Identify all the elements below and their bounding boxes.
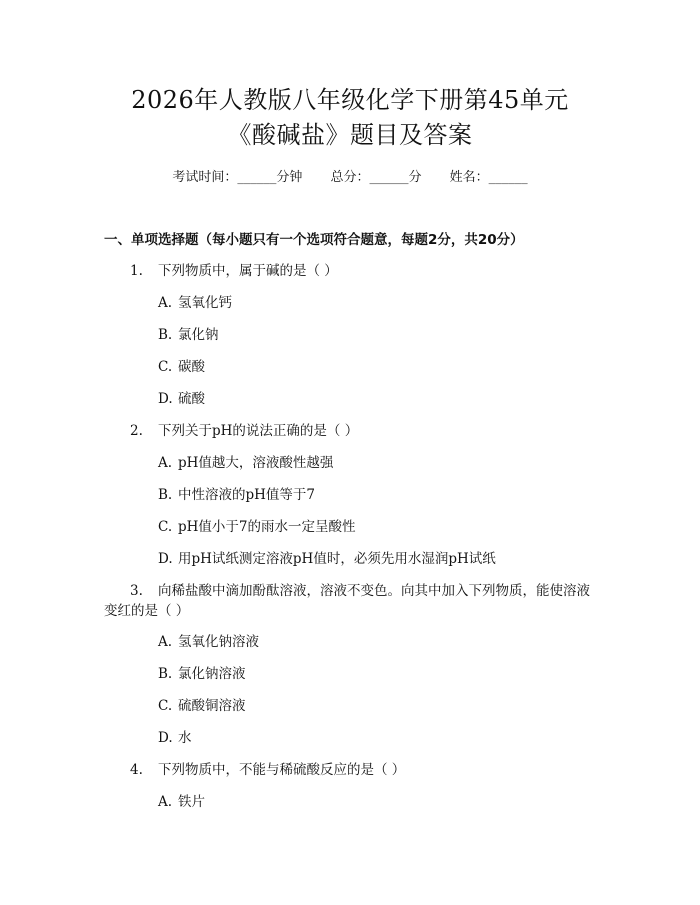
option-text: 用pH试纸测定溶液pH值时，必须先用水湿润pH试纸 (178, 551, 496, 567)
question-3-option-d (158, 728, 192, 748)
option-text: 铁片 (178, 794, 205, 810)
option-text: 碳酸 (178, 359, 205, 375)
question-number: 3. (130, 583, 143, 599)
question-1-option-d (158, 389, 205, 409)
option-letter: D. (158, 730, 173, 746)
option-letter: D. (158, 391, 173, 407)
option-letter: A. (158, 794, 173, 810)
exam-time-unit: 分钟 (276, 170, 303, 185)
option-letter: A. (158, 295, 173, 311)
question-number: 1. (130, 263, 143, 279)
question-2-option-a (158, 453, 333, 473)
exam-score-blank: ______ (369, 170, 409, 185)
page-title-line2: 《酸碱盐》题目及答案 (227, 121, 473, 149)
option-text: pH值越大，溶液酸性越强 (178, 455, 334, 471)
question-4-option-a (158, 792, 205, 812)
question-1 (130, 261, 338, 281)
exam-time (172, 170, 302, 185)
question-3-option-a (158, 632, 259, 652)
exam-time-label: 考试时间： (172, 170, 238, 185)
question-1-option-a (158, 293, 232, 313)
option-letter: C. (158, 519, 173, 535)
option-letter: A. (158, 634, 173, 650)
question-stem: 向稀盐酸中滴加酚酞溶液，溶液不变色。向其中加入下列物质，能使溶液 (158, 583, 590, 599)
option-letter: D. (158, 551, 173, 567)
option-text: 氯化钠溶液 (178, 666, 246, 682)
question-3-stem-continued: 变红的是（ ） (104, 603, 190, 619)
option-text: 氢氧化钠溶液 (178, 634, 259, 650)
exam-name (450, 170, 528, 185)
page-title-line1: 2026年人教版八年级化学下册第45单元 (131, 86, 569, 114)
option-text: 硫酸 (178, 391, 205, 407)
question-2 (130, 421, 358, 441)
question-2-option-b (158, 485, 315, 505)
option-text: pH值小于7的雨水一定呈酸性 (178, 519, 356, 535)
option-letter: C. (158, 698, 173, 714)
option-letter: C. (158, 359, 173, 375)
exam-name-label: 姓名： (449, 170, 489, 185)
question-number: 4. (130, 762, 143, 778)
question-stem: 下列关于pH的说法正确的是（ ） (158, 423, 359, 439)
option-text: 中性溶液的pH值等于7 (178, 487, 316, 503)
section-heading: 一、单项选择题（每小题只有一个选项符合题意，每题2分，共20分） (104, 232, 524, 248)
question-3-option-b (158, 664, 246, 684)
exam-score-unit: 分 (408, 170, 422, 185)
option-letter: B. (158, 487, 173, 503)
option-text: 水 (178, 730, 192, 746)
exam-info (0, 168, 700, 188)
option-letter: B. (158, 327, 173, 343)
exam-name-blank: ______ (488, 170, 528, 185)
question-2-option-d (158, 549, 496, 569)
exam-time-blank: ______ (237, 170, 277, 185)
option-letter: B. (158, 666, 173, 682)
option-text: 硫酸铜溶液 (178, 698, 246, 714)
exam-score-label: 总分： (330, 170, 370, 185)
option-text: 氢氧化钙 (178, 295, 232, 311)
question-stem: 下列物质中，不能与稀硫酸反应的是（ ） (158, 762, 406, 778)
option-text: 氯化钠 (178, 327, 219, 343)
question-2-option-c (158, 517, 356, 537)
question-3 (130, 581, 590, 601)
question-3-option-c (158, 696, 246, 716)
exam-score (330, 170, 421, 185)
question-1-option-b (158, 325, 219, 345)
question-number: 2. (130, 423, 143, 439)
question-stem: 下列物质中，属于碱的是（ ） (158, 263, 338, 279)
question-1-option-c (158, 357, 205, 377)
question-4 (130, 760, 405, 780)
option-letter: A. (158, 455, 173, 471)
